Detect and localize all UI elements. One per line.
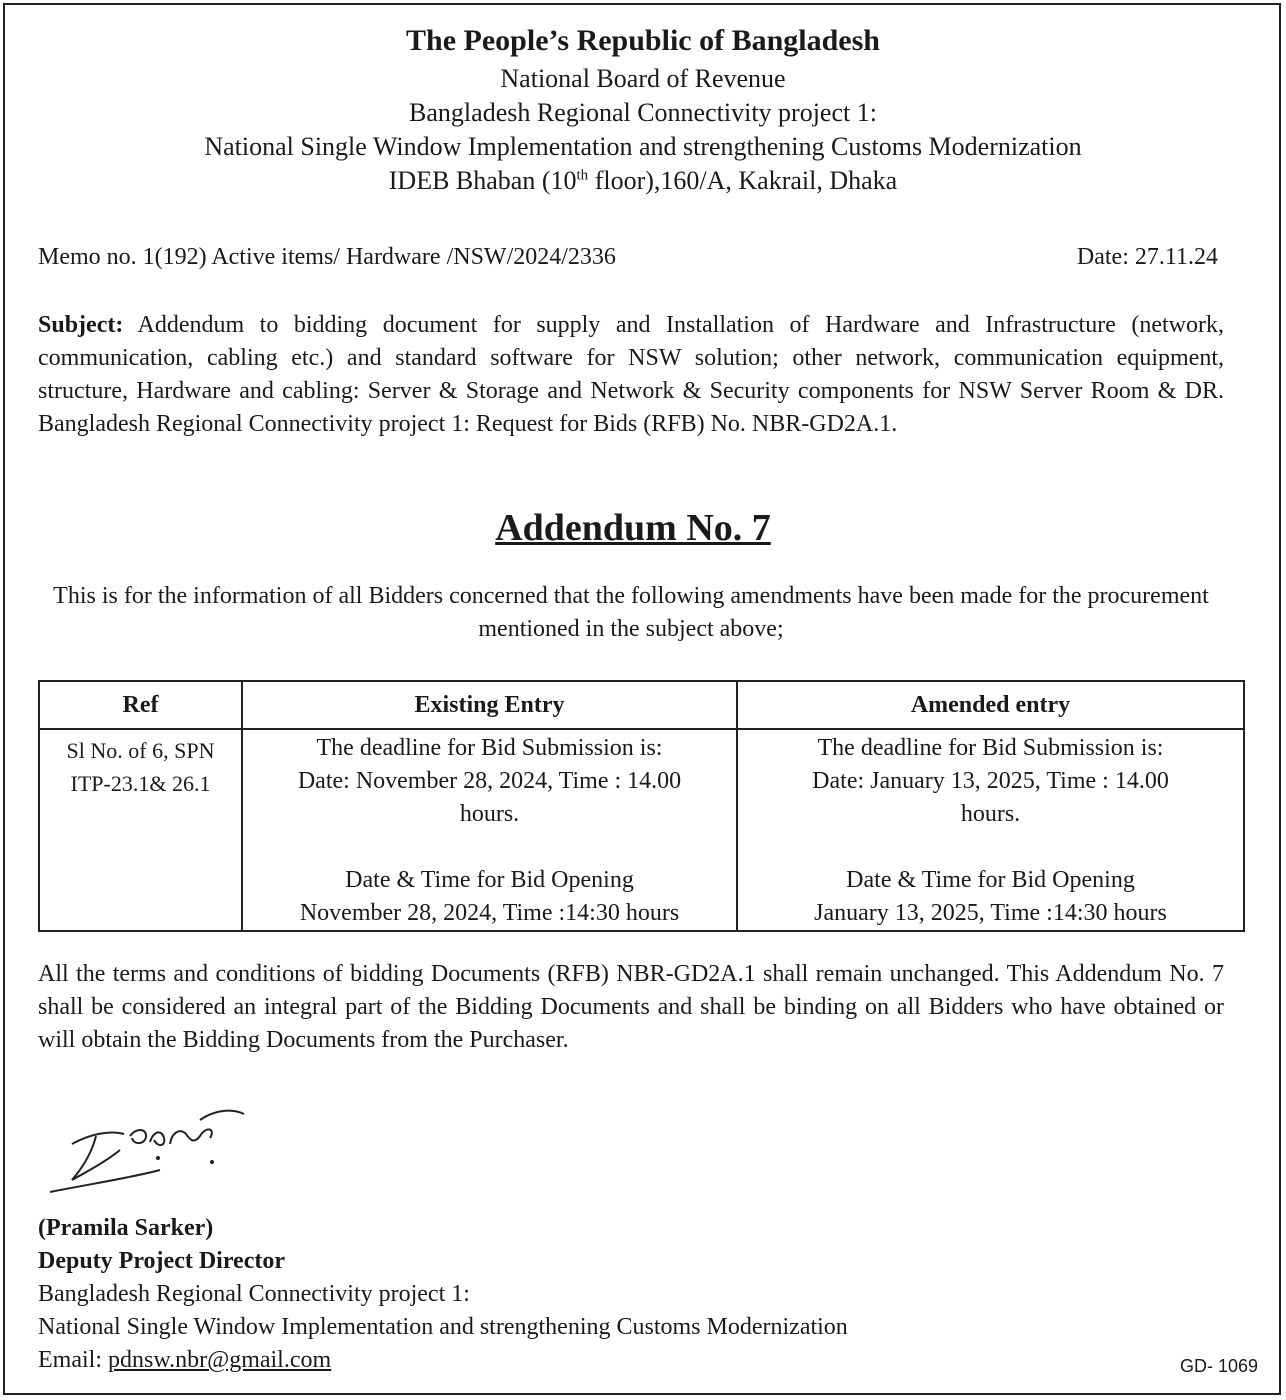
signatory-designation: Deputy Project Director xyxy=(38,1248,286,1274)
header-existing: Existing Entry xyxy=(242,681,737,729)
header-amended: Amended entry xyxy=(737,681,1244,729)
header-board: National Board of Revenue xyxy=(500,64,786,93)
addendum-title: Addendum No. 7 xyxy=(495,507,771,549)
intro-paragraph: This is for the information of all Bidders concerned that the following amendments have been made for the procurement mentioned in the subject above; xyxy=(53,583,1209,642)
signatory-org2: National Single Window Implementation and strengthening Customs Modernization xyxy=(38,1314,848,1340)
existing-entry-cell: The deadline for Bid Submission is: Date: November 28, 2024, Time : 14.00 hours. Date & Time for Bid Opening November 28, 2024, Time :14:30 hours xyxy=(242,729,737,931)
footer-code: GD- 1069 xyxy=(1179,1356,1258,1376)
header-title: The People’s Republic of Bangladesh xyxy=(406,24,880,57)
signature-image xyxy=(50,1100,260,1196)
subject-text: Addendum to bidding document for supply and Installation of Hardware and Infrastructure (network, communication, cabling etc.) and standard software for NSW solution; other network, communication equipment, structure, Hardware and cabling: Server & Storage and Network & Security components for NSW Server Room & DR. Bangladesh Regional Connectivity project 1: Request for Bids (RFB) No. NBR-GD2A.1. xyxy=(38,312,1224,437)
header-address: IDEB Bhaban (10th floor),160/A, Kakrail, Dhaka xyxy=(388,166,898,195)
header-project-full: National Single Window Implementation and strengthening Customs Modernization xyxy=(204,132,1082,161)
email-link[interactable]: pdnsw.nbr@gmail.com xyxy=(107,1347,332,1373)
subject-label: Subject: xyxy=(38,312,124,338)
header-ref: Ref xyxy=(39,681,242,729)
table-row xyxy=(39,729,1244,931)
amendment-table xyxy=(38,680,1245,932)
closing-paragraph: All the terms and conditions of bidding Documents (RFB) NBR-GD2A.1 shall remain unchanged. This Addendum No. 7 shall be considered an integral part of the Bidding Documents and shall be binding on all Bidders who have obtained or will obtain the Bidding Documents from the Purchaser. xyxy=(38,961,1224,1053)
signatory-name: (Pramila Sarker) xyxy=(38,1215,214,1241)
header-project: Bangladesh Regional Connectivity project 1: xyxy=(409,98,877,127)
memo-number: Memo no. 1(192) Active items/ Hardware /NSW/2024/2336 xyxy=(38,244,616,270)
ref-cell: Sl No. of 6, SPN ITP-23.1& 26.1 xyxy=(39,729,242,931)
memo-date: Date: 27.11.24 xyxy=(1076,244,1218,270)
amended-entry-cell: The deadline for Bid Submission is: Date: January 13, 2025, Time : 14.00 hours. Date & Time for Bid Opening January 13, 2025, Time :14:30 hours xyxy=(737,729,1244,931)
table-header-row xyxy=(39,681,1244,729)
signatory-org1: Bangladesh Regional Connectivity project 1: xyxy=(38,1281,470,1307)
subject-paragraph xyxy=(38,309,1224,441)
signatory-email-line: Email: pdnsw.nbr@gmail.com xyxy=(38,1347,332,1373)
signatory-block xyxy=(38,1212,848,1377)
